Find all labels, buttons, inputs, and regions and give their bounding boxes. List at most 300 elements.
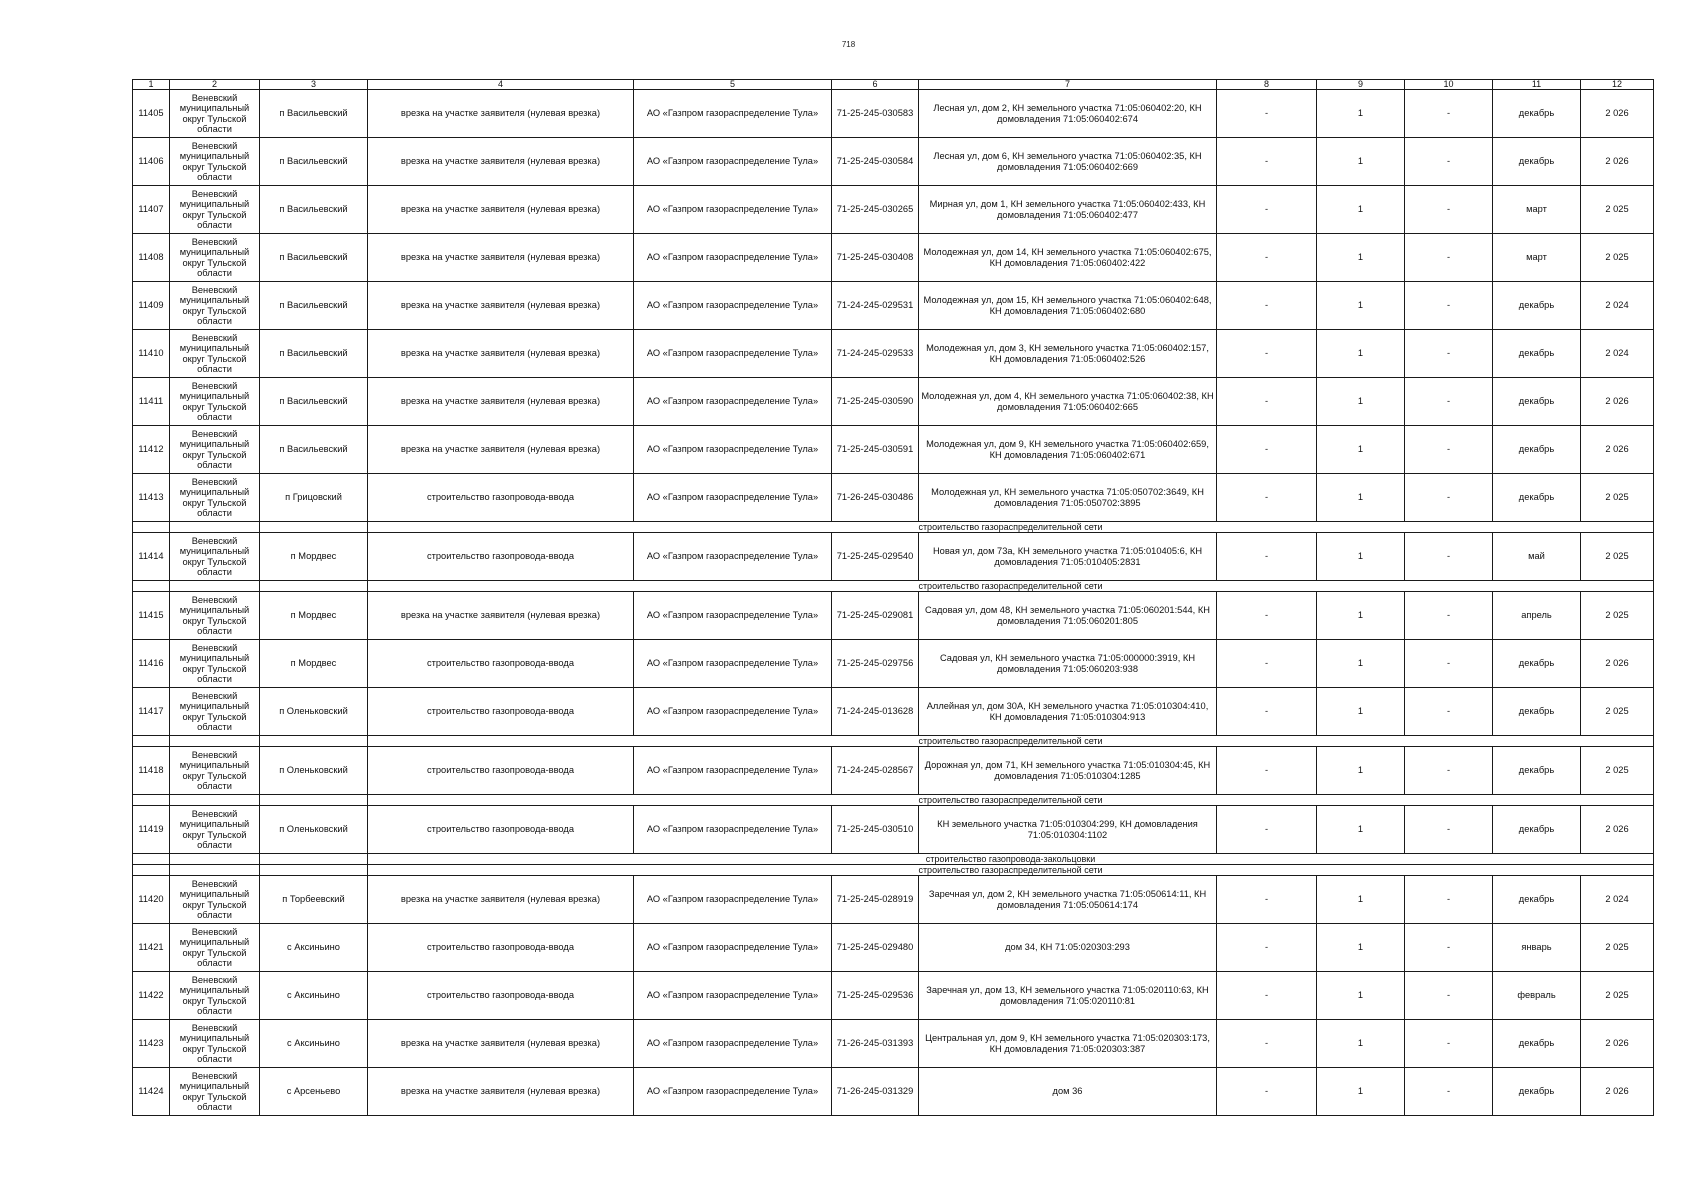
- application-code: 71-24-245-028567: [832, 747, 919, 795]
- table-row: [133, 426, 1654, 474]
- month: декабрь: [1493, 688, 1581, 736]
- year: 2 026: [1581, 426, 1654, 474]
- table-row: [133, 234, 1654, 282]
- column-8-value: -: [1217, 90, 1317, 138]
- application-code: 71-25-245-030510: [832, 806, 919, 854]
- table-row: [133, 186, 1654, 234]
- address: Заречная ул, дом 2, КН земельного участка 71:05:050614:11, КН домовладения 71:05:050614:174: [919, 876, 1217, 924]
- column-10-value: -: [1405, 282, 1493, 330]
- district: Веневский муниципальный округ Тульской области: [170, 640, 260, 688]
- settlement: с Аксиньино: [260, 972, 368, 1020]
- column-10-value: -: [1405, 972, 1493, 1020]
- column-10-value: -: [1405, 533, 1493, 581]
- organization: АО «Газпром газораспределение Тула»: [634, 924, 832, 972]
- column-9-value: 1: [1317, 640, 1405, 688]
- column-10-value: -: [1405, 876, 1493, 924]
- column-header: 2: [170, 80, 260, 90]
- column-10-value: -: [1405, 186, 1493, 234]
- district: Веневский муниципальный округ Тульской области: [170, 90, 260, 138]
- organization: АО «Газпром газораспределение Тула»: [634, 688, 832, 736]
- column-header: 9: [1317, 80, 1405, 90]
- row-number: 11411: [133, 378, 170, 426]
- year: 2 026: [1581, 640, 1654, 688]
- column-8-value: -: [1217, 378, 1317, 426]
- settlement: п Грицовский: [260, 474, 368, 522]
- settlement: п Оленьковский: [260, 806, 368, 854]
- district: Веневский муниципальный округ Тульской области: [170, 972, 260, 1020]
- row-number: 11410: [133, 330, 170, 378]
- year: 2 026: [1581, 1068, 1654, 1116]
- row-number: 11408: [133, 234, 170, 282]
- column-8-value: -: [1217, 282, 1317, 330]
- work-type: врезка на участке заявителя (нулевая врезка): [368, 426, 634, 474]
- row-number: 11407: [133, 186, 170, 234]
- application-code: 71-24-245-013628: [832, 688, 919, 736]
- column-10-value: -: [1405, 234, 1493, 282]
- district: Веневский муниципальный округ Тульской области: [170, 1020, 260, 1068]
- district: Веневский муниципальный округ Тульской области: [170, 426, 260, 474]
- application-code: 71-26-245-031329: [832, 1068, 919, 1116]
- organization: АО «Газпром газораспределение Тула»: [634, 747, 832, 795]
- column-8-value: -: [1217, 186, 1317, 234]
- application-code: 71-25-245-030583: [832, 90, 919, 138]
- month: декабрь: [1493, 378, 1581, 426]
- column-header: 1: [133, 80, 170, 90]
- column-10-value: -: [1405, 474, 1493, 522]
- address: Мирная ул, дом 1, КН земельного участка 71:05:060402:433, КН домовладения 71:05:060402:477: [919, 186, 1217, 234]
- row-number: 11423: [133, 1020, 170, 1068]
- application-code: 71-24-245-029533: [832, 330, 919, 378]
- empty-cell: [133, 854, 170, 865]
- column-10-value: -: [1405, 378, 1493, 426]
- address: дом 36: [919, 1068, 1217, 1116]
- settlement: с Аксиньино: [260, 1020, 368, 1068]
- header-row: [133, 80, 1654, 90]
- row-number: 11414: [133, 533, 170, 581]
- row-number: 11416: [133, 640, 170, 688]
- settlement: п Мордвес: [260, 592, 368, 640]
- year: 2 026: [1581, 378, 1654, 426]
- empty-cell: [133, 795, 170, 806]
- address: Аллейная ул, дом 30А, КН земельного участка 71:05:010304:410, КН домовладения 71:05:010304:913: [919, 688, 1217, 736]
- month: январь: [1493, 924, 1581, 972]
- month: декабрь: [1493, 426, 1581, 474]
- work-type: строительство газопровода-ввода: [368, 747, 634, 795]
- table-row: [133, 90, 1654, 138]
- table-row: [133, 806, 1654, 854]
- table-row: [133, 474, 1654, 522]
- application-code: 71-25-245-029081: [832, 592, 919, 640]
- settlement: с Арсеньево: [260, 1068, 368, 1116]
- column-header: 11: [1493, 80, 1581, 90]
- column-header: 3: [260, 80, 368, 90]
- settlement: п Васильевский: [260, 282, 368, 330]
- column-9-value: 1: [1317, 330, 1405, 378]
- work-type: врезка на участке заявителя (нулевая врезка): [368, 1020, 634, 1068]
- application-code: 71-25-245-030408: [832, 234, 919, 282]
- organization: АО «Газпром газораспределение Тула»: [634, 533, 832, 581]
- month: декабрь: [1493, 806, 1581, 854]
- empty-cell: [170, 736, 260, 747]
- work-type: врезка на участке заявителя (нулевая врезка): [368, 876, 634, 924]
- organization: АО «Газпром газораспределение Тула»: [634, 806, 832, 854]
- column-9-value: 1: [1317, 138, 1405, 186]
- year: 2 026: [1581, 1020, 1654, 1068]
- empty-cell: [170, 581, 260, 592]
- table-row: [133, 747, 1654, 795]
- column-header: 5: [634, 80, 832, 90]
- district: Веневский муниципальный округ Тульской области: [170, 806, 260, 854]
- column-9-value: 1: [1317, 747, 1405, 795]
- row-number: 11424: [133, 1068, 170, 1116]
- work-type: врезка на участке заявителя (нулевая врезка): [368, 234, 634, 282]
- empty-cell: [260, 736, 368, 747]
- district: Веневский муниципальный округ Тульской области: [170, 924, 260, 972]
- application-code: 71-25-245-030590: [832, 378, 919, 426]
- column-10-value: -: [1405, 924, 1493, 972]
- work-type: строительство газопровода-ввода: [368, 924, 634, 972]
- column-8-value: -: [1217, 330, 1317, 378]
- empty-cell: [260, 865, 368, 876]
- month: декабрь: [1493, 640, 1581, 688]
- empty-cell: [170, 795, 260, 806]
- column-9-value: 1: [1317, 876, 1405, 924]
- column-10-value: -: [1405, 426, 1493, 474]
- month: декабрь: [1493, 138, 1581, 186]
- application-code: 71-25-245-030265: [832, 186, 919, 234]
- row-number: 11405: [133, 90, 170, 138]
- settlement: п Торбеевский: [260, 876, 368, 924]
- section-row: [133, 795, 1654, 806]
- address: дом 34, КН 71:05:020303:293: [919, 924, 1217, 972]
- column-9-value: 1: [1317, 378, 1405, 426]
- work-type: врезка на участке заявителя (нулевая врезка): [368, 186, 634, 234]
- work-type: строительство газопровода-ввода: [368, 474, 634, 522]
- column-10-value: -: [1405, 1020, 1493, 1068]
- year: 2 025: [1581, 186, 1654, 234]
- month: декабрь: [1493, 282, 1581, 330]
- address: Молодежная ул, КН земельного участка 71:05:050702:3649, КН домовладения 71:05:050702:3895: [919, 474, 1217, 522]
- organization: АО «Газпром газораспределение Тула»: [634, 640, 832, 688]
- column-9-value: 1: [1317, 426, 1405, 474]
- district: Веневский муниципальный округ Тульской области: [170, 330, 260, 378]
- application-code: 71-25-245-029480: [832, 924, 919, 972]
- column-8-value: -: [1217, 806, 1317, 854]
- row-number: 11406: [133, 138, 170, 186]
- empty-cell: [170, 522, 260, 533]
- column-header: 12: [1581, 80, 1654, 90]
- district: Веневский муниципальный округ Тульской области: [170, 533, 260, 581]
- year: 2 024: [1581, 282, 1654, 330]
- address: Лесная ул, дом 2, КН земельного участка 71:05:060402:20, КН домовладения 71:05:060402:674: [919, 90, 1217, 138]
- column-9-value: 1: [1317, 1020, 1405, 1068]
- column-header: 7: [919, 80, 1217, 90]
- settlement: п Васильевский: [260, 138, 368, 186]
- settlement: п Васильевский: [260, 90, 368, 138]
- application-code: 71-25-245-030584: [832, 138, 919, 186]
- column-9-value: 1: [1317, 688, 1405, 736]
- application-code: 71-25-245-029756: [832, 640, 919, 688]
- table-row: [133, 378, 1654, 426]
- address: Молодежная ул, дом 4, КН земельного участка 71:05:060402:38, КН домовладения 71:05:060402:665: [919, 378, 1217, 426]
- settlement: с Аксиньино: [260, 924, 368, 972]
- application-code: 71-25-245-029536: [832, 972, 919, 1020]
- empty-cell: [133, 736, 170, 747]
- settlement: п Оленьковский: [260, 747, 368, 795]
- column-8-value: -: [1217, 1020, 1317, 1068]
- application-code: 71-24-245-029531: [832, 282, 919, 330]
- address: Молодежная ул, дом 14, КН земельного участка 71:05:060402:675, КН домовладения 71:05:060402:422: [919, 234, 1217, 282]
- column-8-value: -: [1217, 533, 1317, 581]
- column-10-value: -: [1405, 592, 1493, 640]
- work-type: врезка на участке заявителя (нулевая врезка): [368, 378, 634, 426]
- column-8-value: -: [1217, 924, 1317, 972]
- address: Лесная ул, дом 6, КН земельного участка 71:05:060402:35, КН домовладения 71:05:060402:669: [919, 138, 1217, 186]
- district: Веневский муниципальный округ Тульской области: [170, 186, 260, 234]
- work-type: врезка на участке заявителя (нулевая врезка): [368, 90, 634, 138]
- work-type: врезка на участке заявителя (нулевая врезка): [368, 138, 634, 186]
- year: 2 024: [1581, 876, 1654, 924]
- address: Садовая ул, дом 48, КН земельного участка 71:05:060201:544, КН домовладения 71:05:060201:805: [919, 592, 1217, 640]
- registry-table: [132, 79, 1654, 1116]
- column-9-value: 1: [1317, 806, 1405, 854]
- district: Веневский муниципальный округ Тульской области: [170, 592, 260, 640]
- application-code: 71-25-245-028919: [832, 876, 919, 924]
- section-label: строительство газораспределительной сети: [368, 581, 1654, 592]
- work-type: строительство газопровода-ввода: [368, 533, 634, 581]
- column-10-value: -: [1405, 640, 1493, 688]
- organization: АО «Газпром газораспределение Тула»: [634, 972, 832, 1020]
- year: 2 025: [1581, 972, 1654, 1020]
- section-label: строительство газопровода-закольцовки: [368, 854, 1654, 865]
- district: Веневский муниципальный округ Тульской области: [170, 1068, 260, 1116]
- column-8-value: -: [1217, 747, 1317, 795]
- organization: АО «Газпром газораспределение Тула»: [634, 1020, 832, 1068]
- month: март: [1493, 186, 1581, 234]
- table-row: [133, 1020, 1654, 1068]
- column-8-value: -: [1217, 972, 1317, 1020]
- table-row: [133, 876, 1654, 924]
- settlement: п Васильевский: [260, 234, 368, 282]
- row-number: 11417: [133, 688, 170, 736]
- table-row: [133, 1068, 1654, 1116]
- organization: АО «Газпром газораспределение Тула»: [634, 474, 832, 522]
- work-type: врезка на участке заявителя (нулевая врезка): [368, 1068, 634, 1116]
- organization: АО «Газпром газораспределение Тула»: [634, 426, 832, 474]
- address: Молодежная ул, дом 9, КН земельного участка 71:05:060402:659, КН домовладения 71:05:060402:671: [919, 426, 1217, 474]
- month: декабрь: [1493, 747, 1581, 795]
- district: Веневский муниципальный округ Тульской области: [170, 876, 260, 924]
- table-row: [133, 924, 1654, 972]
- work-type: строительство газопровода-ввода: [368, 640, 634, 688]
- section-label: строительство газораспределительной сети: [368, 795, 1654, 806]
- row-number: 11412: [133, 426, 170, 474]
- work-type: врезка на участке заявителя (нулевая врезка): [368, 282, 634, 330]
- month: декабрь: [1493, 330, 1581, 378]
- column-9-value: 1: [1317, 186, 1405, 234]
- settlement: п Васильевский: [260, 426, 368, 474]
- month: апрель: [1493, 592, 1581, 640]
- month: декабрь: [1493, 1068, 1581, 1116]
- empty-cell: [170, 854, 260, 865]
- column-10-value: -: [1405, 747, 1493, 795]
- row-number: 11419: [133, 806, 170, 854]
- month: февраль: [1493, 972, 1581, 1020]
- address: Дорожная ул, дом 71, КН земельного участка 71:05:010304:45, КН домовладения 71:05:010304:1285: [919, 747, 1217, 795]
- column-8-value: -: [1217, 138, 1317, 186]
- work-type: врезка на участке заявителя (нулевая врезка): [368, 592, 634, 640]
- organization: АО «Газпром газораспределение Тула»: [634, 378, 832, 426]
- column-8-value: -: [1217, 234, 1317, 282]
- district: Веневский муниципальный округ Тульской области: [170, 747, 260, 795]
- empty-cell: [133, 522, 170, 533]
- column-9-value: 1: [1317, 533, 1405, 581]
- settlement: п Мордвес: [260, 640, 368, 688]
- empty-cell: [133, 581, 170, 592]
- column-header: 8: [1217, 80, 1317, 90]
- table-row: [133, 533, 1654, 581]
- month: декабрь: [1493, 90, 1581, 138]
- column-10-value: -: [1405, 138, 1493, 186]
- work-type: строительство газопровода-ввода: [368, 972, 634, 1020]
- work-type: строительство газопровода-ввода: [368, 688, 634, 736]
- column-header: 4: [368, 80, 634, 90]
- organization: АО «Газпром газораспределение Тула»: [634, 282, 832, 330]
- year: 2 026: [1581, 138, 1654, 186]
- column-9-value: 1: [1317, 474, 1405, 522]
- row-number: 11421: [133, 924, 170, 972]
- column-10-value: -: [1405, 1068, 1493, 1116]
- organization: АО «Газпром газораспределение Тула»: [634, 330, 832, 378]
- section-row: [133, 581, 1654, 592]
- district: Веневский муниципальный округ Тульской области: [170, 138, 260, 186]
- column-8-value: -: [1217, 1068, 1317, 1116]
- year: 2 025: [1581, 234, 1654, 282]
- table-row: [133, 282, 1654, 330]
- address: Молодежная ул, дом 15, КН земельного участка 71:05:060402:648, КН домовладения 71:05:060402:680: [919, 282, 1217, 330]
- address: КН земельного участка 71:05:010304:299, КН домовладения 71:05:010304:1102: [919, 806, 1217, 854]
- organization: АО «Газпром газораспределение Тула»: [634, 138, 832, 186]
- page-number: 718: [841, 40, 856, 49]
- table-row: [133, 688, 1654, 736]
- settlement: п Мордвес: [260, 533, 368, 581]
- settlement: п Васильевский: [260, 378, 368, 426]
- section-row: [133, 854, 1654, 865]
- year: 2 025: [1581, 747, 1654, 795]
- column-header: 10: [1405, 80, 1493, 90]
- year: 2 025: [1581, 592, 1654, 640]
- year: 2 025: [1581, 924, 1654, 972]
- year: 2 026: [1581, 90, 1654, 138]
- month: декабрь: [1493, 876, 1581, 924]
- month: март: [1493, 234, 1581, 282]
- table-row: [133, 592, 1654, 640]
- district: Веневский муниципальный округ Тульской области: [170, 234, 260, 282]
- address: Молодежная ул, дом 3, КН земельного участка 71:05:060402:157, КН домовладения 71:05:060402:526: [919, 330, 1217, 378]
- year: 2 025: [1581, 474, 1654, 522]
- section-label: строительство газораспределительной сети: [368, 522, 1654, 533]
- row-number: 11418: [133, 747, 170, 795]
- table-row: [133, 640, 1654, 688]
- empty-cell: [133, 865, 170, 876]
- organization: АО «Газпром газораспределение Тула»: [634, 234, 832, 282]
- empty-cell: [170, 865, 260, 876]
- district: Веневский муниципальный округ Тульской области: [170, 688, 260, 736]
- address: Заречная ул, дом 13, КН земельного участка 71:05:020110:63, КН домовладения 71:05:020110:81: [919, 972, 1217, 1020]
- month: май: [1493, 533, 1581, 581]
- table-row: [133, 138, 1654, 186]
- application-code: 71-26-245-031393: [832, 1020, 919, 1068]
- work-type: строительство газопровода-ввода: [368, 806, 634, 854]
- empty-cell: [260, 795, 368, 806]
- application-code: 71-26-245-030486: [832, 474, 919, 522]
- application-code: 71-25-245-030591: [832, 426, 919, 474]
- district: Веневский муниципальный округ Тульской области: [170, 282, 260, 330]
- column-9-value: 1: [1317, 1068, 1405, 1116]
- row-number: 11413: [133, 474, 170, 522]
- row-number: 11409: [133, 282, 170, 330]
- organization: АО «Газпром газораспределение Тула»: [634, 186, 832, 234]
- column-10-value: -: [1405, 806, 1493, 854]
- column-header: 6: [832, 80, 919, 90]
- column-8-value: -: [1217, 474, 1317, 522]
- column-9-value: 1: [1317, 282, 1405, 330]
- settlement: п Васильевский: [260, 186, 368, 234]
- organization: АО «Газпром газораспределение Тула»: [634, 90, 832, 138]
- district: Веневский муниципальный округ Тульской области: [170, 474, 260, 522]
- column-9-value: 1: [1317, 592, 1405, 640]
- column-8-value: -: [1217, 640, 1317, 688]
- month: декабрь: [1493, 474, 1581, 522]
- column-9-value: 1: [1317, 972, 1405, 1020]
- section-row: [133, 736, 1654, 747]
- column-10-value: -: [1405, 90, 1493, 138]
- section-label: строительство газораспределительной сети: [368, 865, 1654, 876]
- column-8-value: -: [1217, 876, 1317, 924]
- row-number: 11420: [133, 876, 170, 924]
- year: 2 025: [1581, 533, 1654, 581]
- year: 2 024: [1581, 330, 1654, 378]
- column-8-value: -: [1217, 426, 1317, 474]
- address: Садовая ул, КН земельного участка 71:05:000000:3919, КН домовладения 71:05:060203:938: [919, 640, 1217, 688]
- row-number: 11422: [133, 972, 170, 1020]
- settlement: п Оленьковский: [260, 688, 368, 736]
- organization: АО «Газпром газораспределение Тула»: [634, 592, 832, 640]
- section-label: строительство газораспределительной сети: [368, 736, 1654, 747]
- empty-cell: [260, 581, 368, 592]
- address: Новая ул, дом 73а, КН земельного участка 71:05:010405:6, КН домовладения 71:05:010405:2831: [919, 533, 1217, 581]
- empty-cell: [260, 854, 368, 865]
- table-row: [133, 330, 1654, 378]
- year: 2 026: [1581, 806, 1654, 854]
- address: Центральная ул, дом 9, КН земельного участка 71:05:020303:173, КН домовладения 71:05:020303:387: [919, 1020, 1217, 1068]
- section-row: [133, 522, 1654, 533]
- district: Веневский муниципальный округ Тульской области: [170, 378, 260, 426]
- column-8-value: -: [1217, 688, 1317, 736]
- empty-cell: [260, 522, 368, 533]
- column-10-value: -: [1405, 330, 1493, 378]
- column-9-value: 1: [1317, 234, 1405, 282]
- year: 2 025: [1581, 688, 1654, 736]
- month: декабрь: [1493, 1020, 1581, 1068]
- work-type: врезка на участке заявителя (нулевая врезка): [368, 330, 634, 378]
- section-row: [133, 865, 1654, 876]
- column-10-value: -: [1405, 688, 1493, 736]
- column-9-value: 1: [1317, 90, 1405, 138]
- application-code: 71-25-245-029540: [832, 533, 919, 581]
- column-8-value: -: [1217, 592, 1317, 640]
- organization: АО «Газпром газораспределение Тула»: [634, 1068, 832, 1116]
